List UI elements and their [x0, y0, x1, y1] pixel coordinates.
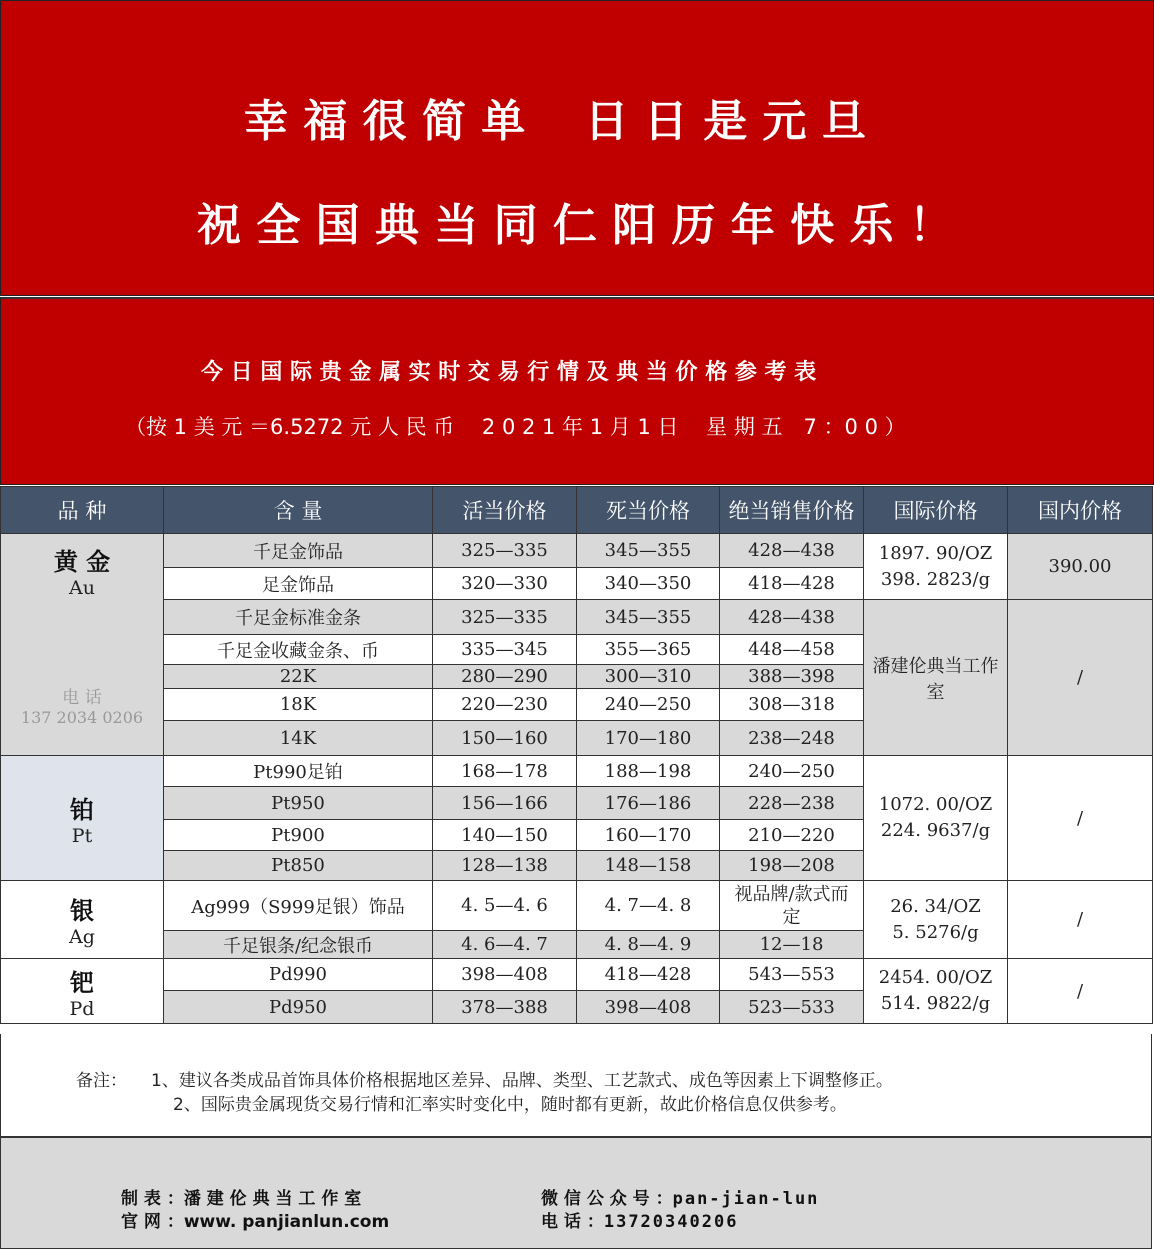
table-row [1, 600, 1153, 635]
dead-price-cell: 170—180 [577, 721, 720, 756]
content-cell: 18K [164, 689, 433, 721]
content-cell: Pt950 [164, 787, 433, 820]
footer-site-link[interactable]: www. panjianlun.com [183, 1212, 390, 1232]
content-cell: 千足金收藏金条、币 [164, 635, 433, 665]
live-price-cell: 156—166 [433, 787, 577, 820]
sale-price-cell: 228—238 [720, 787, 864, 820]
note-2: 2、国际贵金属现货交易行情和汇率实时变化中，随时都有更新，故此价格信息仅供参考。 [173, 1095, 847, 1115]
live-price-cell: 4. 5—4. 6 [433, 881, 577, 931]
gold-intl-oz: 1897. 90/OZ [878, 542, 993, 564]
greeting-line-2: 祝 全 国 典 当 同 仁 阳 历 年 快 乐 ！ [197, 200, 953, 251]
platinum-intl-gram: 224. 9637/g [880, 820, 991, 841]
dead-price-cell: 4. 8—4. 9 [577, 931, 720, 959]
content-cell: Pt990足铂 [164, 756, 433, 787]
metal-palladium-symbol: Pd [69, 997, 95, 1020]
footer-wechat [541, 1184, 819, 1209]
header-live-pawn: 活当价格 [433, 487, 577, 534]
table-title-block [0, 297, 1154, 485]
sale-price-cell: 428—438 [720, 600, 864, 635]
metal-platinum-name: 铂 [70, 795, 94, 824]
live-price-cell: 378—388 [433, 991, 577, 1024]
platinum-intl-price [864, 756, 1008, 881]
sale-price-cell: 448—458 [720, 635, 864, 665]
price-table [0, 486, 1153, 1024]
sale-price-cell: 428—438 [720, 534, 864, 568]
platinum-domestic-na: / [1008, 756, 1153, 881]
sale-price-cell: 523—533 [720, 991, 864, 1024]
footer [0, 1137, 1152, 1249]
footer-wechat-id: pan-jian-lun [672, 1189, 820, 1209]
dead-price-cell: 398—408 [577, 991, 720, 1024]
gold-domestic-price: 390.00 [1008, 534, 1153, 600]
sale-price-cell: 12—18 [720, 931, 864, 959]
footer-site-label: 官 网 ： [121, 1212, 184, 1232]
dead-price-cell: 345—355 [577, 600, 720, 635]
live-price-cell: 325—335 [433, 534, 577, 568]
sale-price-cell: 198—208 [720, 851, 864, 881]
header-intl-price: 国际价格 [864, 487, 1008, 534]
footer-maker-value: 潘 建 伦 典 当 工 作 室 [183, 1189, 362, 1209]
sale-price-cell: 240—250 [720, 756, 864, 787]
palladium-intl-price [864, 959, 1008, 1024]
sale-price-cell: 308—318 [720, 689, 864, 721]
notes-section [0, 1034, 1152, 1137]
gold-intl-gram: 398. 2823/g [880, 568, 991, 590]
sale-price-cell: 418—428 [720, 568, 864, 600]
live-price-cell: 128—138 [433, 851, 577, 881]
sale-price-cell: 238—248 [720, 721, 864, 756]
metal-silver-name: 银 [70, 897, 94, 925]
metal-silver-symbol: Ag [69, 926, 95, 948]
footer-phone-number: 13720340206 [603, 1212, 739, 1232]
footer-wechat-label: 微 信 公 众 号 ： [541, 1189, 673, 1209]
dead-price-cell: 4. 7—4. 8 [577, 881, 720, 931]
content-cell: Pt850 [164, 851, 433, 881]
phone-label: 电 话 [62, 688, 102, 708]
live-price-cell: 168—178 [433, 756, 577, 787]
dead-price-cell: 148—158 [577, 851, 720, 881]
dead-price-cell: 160—170 [577, 820, 720, 851]
table-title: 今 日 国 际 贵 金 属 实 时 交 易 行 情 及 典 当 价 格 参 考 表 [201, 360, 817, 385]
notes-label: 备注： [76, 1071, 127, 1091]
metal-gold-symbol: Au [69, 577, 95, 599]
dead-price-cell: 300—310 [577, 665, 720, 689]
dead-price-cell: 418—428 [577, 959, 720, 991]
palladium-domestic-na: / [1008, 959, 1153, 1024]
table-row [1, 534, 1153, 568]
dead-price-cell: 188—198 [577, 756, 720, 787]
metal-palladium-name: 钯 [70, 968, 94, 997]
phone-number: 137 2034 0206 [20, 708, 144, 727]
platinum-intl-oz: 1072. 00/OZ [878, 794, 993, 815]
content-cell: 千足银条/纪念银币 [164, 931, 433, 959]
live-price-cell: 280—290 [433, 665, 577, 689]
watermark-cell: 潘建伦典当工作室 [864, 600, 1008, 756]
live-price-cell: 220—230 [433, 689, 577, 721]
dead-price-cell: 340—350 [577, 568, 720, 600]
live-price-cell: 4. 6—4. 7 [433, 931, 577, 959]
header-dead-pawn: 死当价格 [577, 487, 720, 534]
silver-intl-oz: 26. 34/OZ [890, 895, 981, 917]
header-sale-price: 绝当销售价格 [720, 487, 864, 534]
silver-intl-price [864, 881, 1008, 959]
greeting-banner [0, 0, 1154, 296]
live-price-cell: 320—330 [433, 568, 577, 600]
sale-price-cell: 210—220 [720, 820, 864, 851]
live-price-cell: 335—345 [433, 635, 577, 665]
sale-price-cell: 388—398 [720, 665, 864, 689]
content-cell: 足金饰品 [164, 568, 433, 600]
sale-price-cell: 视品牌/款式而定 [720, 881, 864, 931]
table-row [1, 756, 1153, 787]
silver-domestic-na: / [1008, 881, 1153, 959]
footer-phone [541, 1207, 738, 1232]
note-1: 1、建议各类成品首饰具体价格根据地区差异、品牌、类型、工艺款式、成色等因素上下调整修正。 [151, 1071, 893, 1091]
footer-maker [121, 1184, 361, 1209]
metal-gold-name: 黄 金 [53, 548, 111, 576]
content-cell: Pt900 [164, 820, 433, 851]
content-cell: Ag999（S999足银）饰品 [164, 881, 433, 931]
content-cell: 千足金饰品 [164, 534, 433, 568]
gold-domestic-na: / [1008, 600, 1153, 756]
palladium-intl-gram: 514. 9822/g [880, 993, 991, 1014]
header-domestic-price: 国内价格 [1008, 487, 1153, 534]
live-price-cell: 325—335 [433, 600, 577, 635]
content-cell: 千足金标准金条 [164, 600, 433, 635]
dead-price-cell: 176—186 [577, 787, 720, 820]
live-price-cell: 150—160 [433, 721, 577, 756]
metal-palladium-cell [1, 959, 164, 1024]
content-cell: Pd950 [164, 991, 433, 1024]
dead-price-cell: 345—355 [577, 534, 720, 568]
metal-gold-cell [1, 534, 164, 756]
palladium-intl-oz: 2454. 00/OZ [878, 967, 993, 988]
live-price-cell: 398—408 [433, 959, 577, 991]
silver-intl-gram: 5. 5276/g [892, 921, 979, 943]
table-row [1, 881, 1153, 931]
dead-price-cell: 355—365 [577, 635, 720, 665]
metal-platinum-cell [1, 756, 164, 881]
content-cell: 22K [164, 665, 433, 689]
sale-price-cell: 543—553 [720, 959, 864, 991]
header-content: 含 量 [164, 487, 433, 534]
metal-silver-cell [1, 881, 164, 959]
live-price-cell: 140—150 [433, 820, 577, 851]
table-header-row [1, 487, 1153, 534]
content-cell: Pd990 [164, 959, 433, 991]
metal-platinum-symbol: Pt [71, 824, 93, 847]
dead-price-cell: 240—250 [577, 689, 720, 721]
content-cell: 14K [164, 721, 433, 756]
greeting-line-1: 幸 福 很 简 单 日 日 是 元 旦 [244, 96, 866, 147]
footer-maker-label: 制 表 ： [121, 1189, 184, 1209]
exchange-rate-line: （按 1 美 元 ＝6.5272 元 人 民 币 2 0 2 1 年 1 月 1 日 星 期 五 7 ：0 0 ） [125, 415, 906, 439]
gold-intl-price [864, 534, 1008, 600]
footer-phone-label: 电 话 ： [541, 1212, 604, 1232]
footer-site [121, 1207, 389, 1232]
header-variety: 品 种 [1, 487, 164, 534]
table-row [1, 959, 1153, 991]
